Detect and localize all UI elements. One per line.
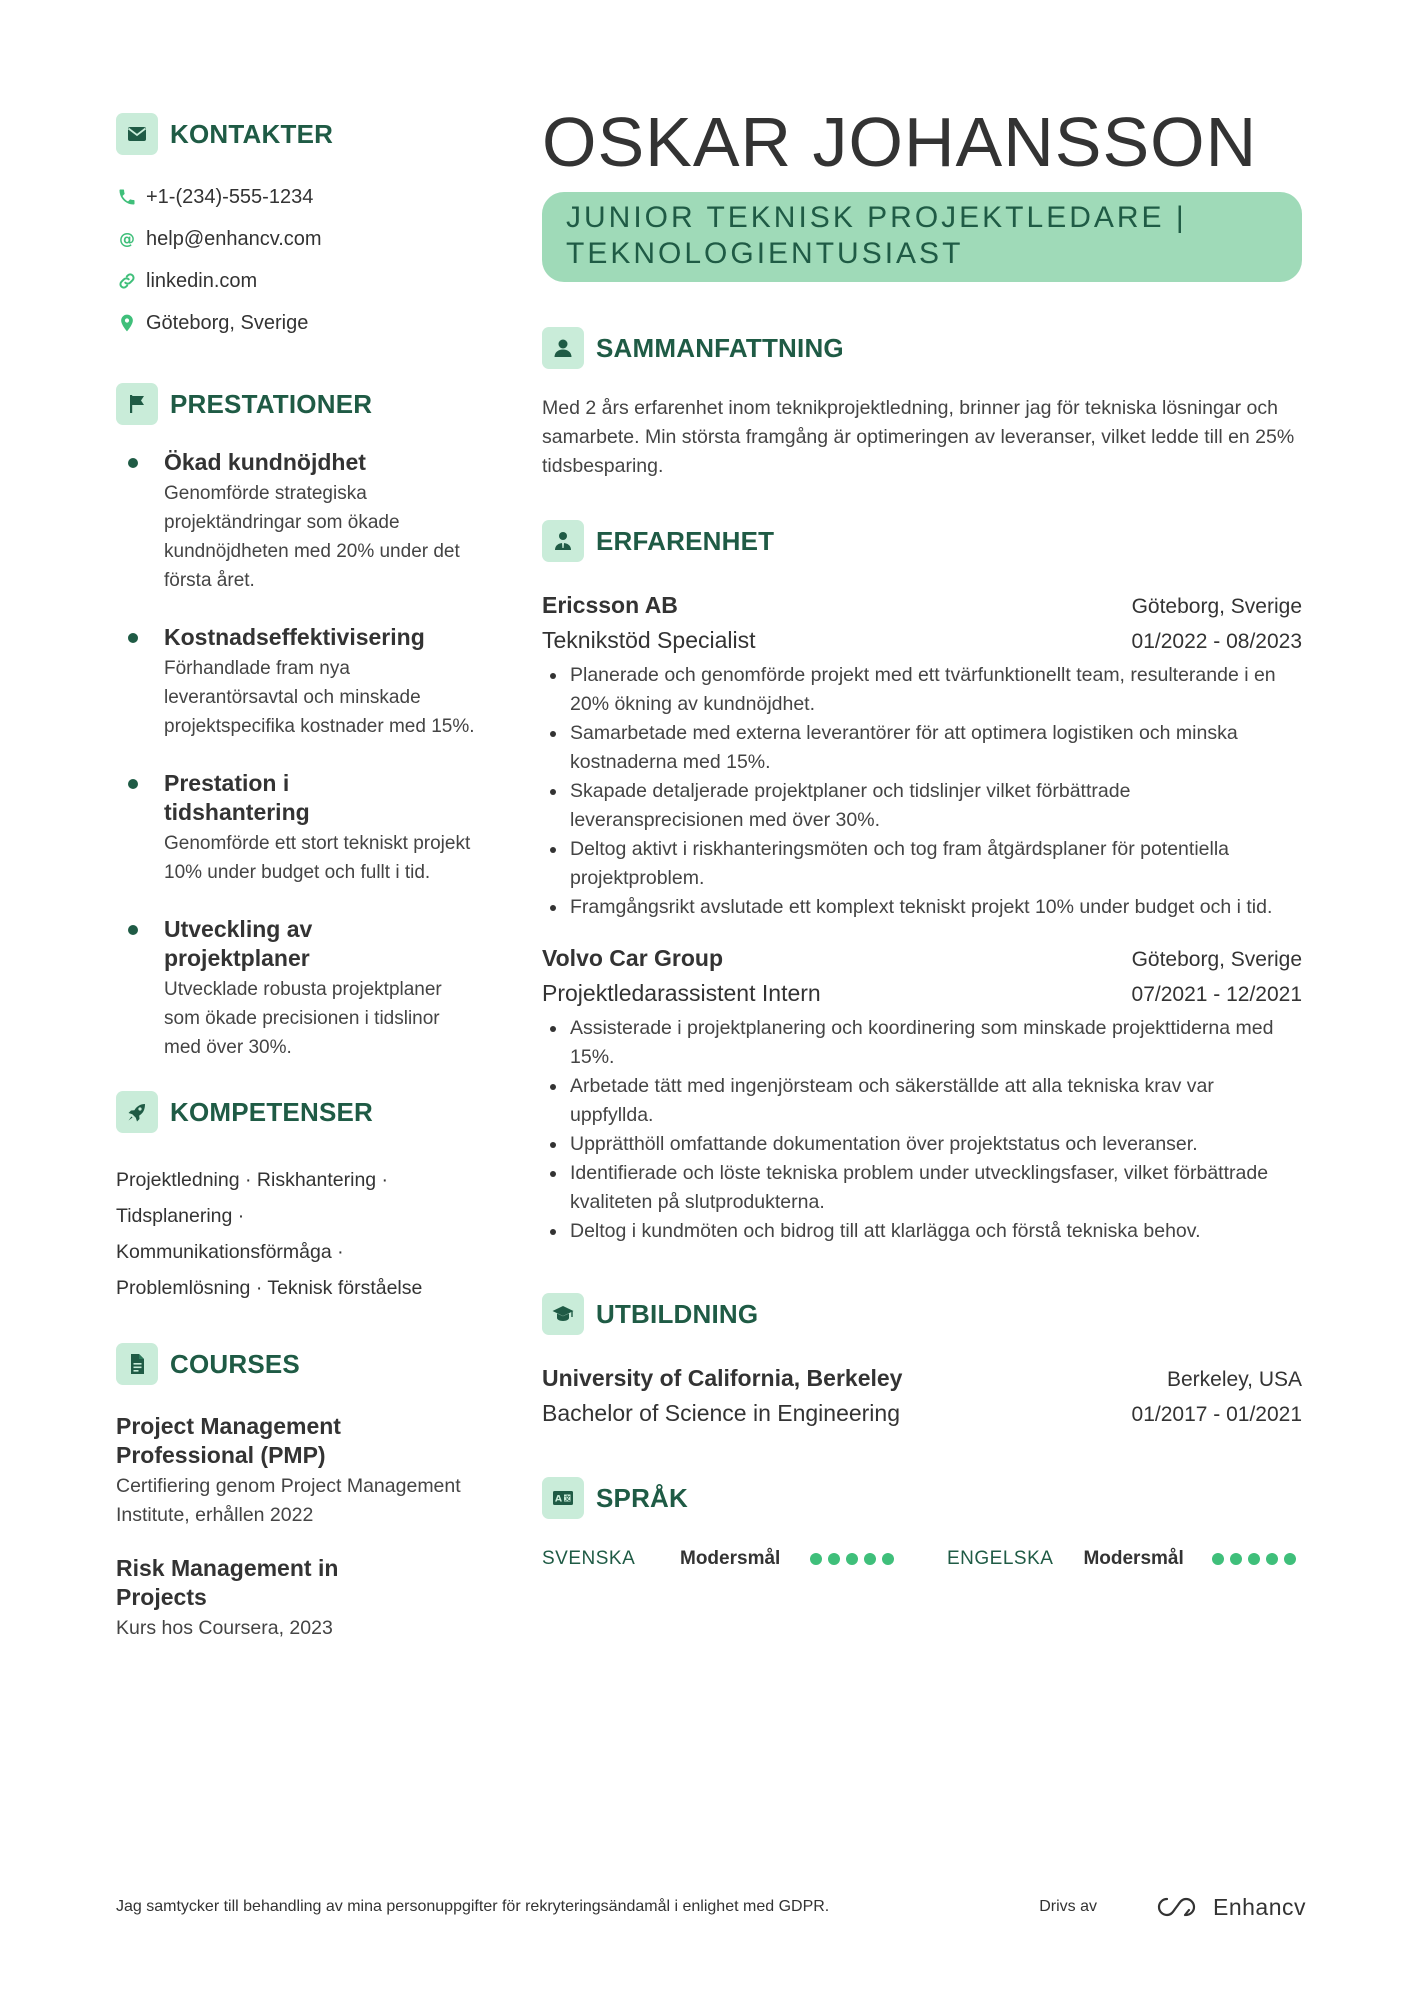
at-icon [116, 228, 138, 250]
languages-header [542, 1476, 1302, 1520]
footer [116, 1892, 1306, 1922]
courses-title: COURSES [170, 1348, 300, 1379]
job-bullet: Skapade detaljerade projektplaner och tidslinjer vilket förbättrade leveransprecisionen med över 30%. [542, 777, 1302, 835]
experience-section [542, 519, 1302, 1246]
job-bullet: Deltog i kundmöten och bidrog till att klarlägga och förstå tekniska behov. [542, 1217, 1302, 1246]
languages-section [542, 1476, 1302, 1570]
job-bullet: Deltog aktivt i riskhanteringsmöten och tog fram åtgärdsplaner för potentiella projektproblem. [542, 835, 1302, 893]
job-bullet: Planerade och genomförde projekt med ett tvärfunktionellt team, resulterande i en 20% ökning av kundnöjdhet. [542, 661, 1302, 719]
rating-dot [1266, 1553, 1278, 1565]
rating-dot [882, 1553, 894, 1565]
edu-location: Berkeley, USA [1167, 1368, 1302, 1391]
job-company: Volvo Car Group [542, 945, 724, 971]
svg-text:文: 文 [564, 1495, 571, 1503]
skills-list: Projektledning · Riskhantering · Tidsplanering · Kommunikationsförmåga · Problemlösning · Teknisk förståelse [116, 1169, 423, 1299]
language-name: ENGELSKA [947, 1548, 1054, 1569]
course-desc: Certifiering genom Project Management Institute, erhållen 2022 [116, 1475, 461, 1526]
education-title: UTBILDNING [596, 1298, 759, 1329]
job-bullet: Framgångsrikt avslutade ett komplext tekniskt projekt 10% under budget och i tid. [542, 893, 1302, 922]
skills-header [116, 1090, 476, 1134]
job-entry [542, 589, 1302, 922]
achievement-title: Kostnadseffektivisering [164, 624, 425, 650]
achievement-desc: Utvecklade robusta projektplaner som ökade precisionen i tidslinor med över 30%. [164, 979, 442, 1058]
contact-location [116, 302, 476, 344]
language-rating [810, 1553, 900, 1565]
enhancv-logo[interactable] [1155, 1894, 1306, 1921]
achievement-item [116, 769, 476, 887]
achievements-header [116, 382, 476, 426]
job-entry [542, 942, 1302, 1246]
rating-dot [1284, 1553, 1296, 1565]
job-bullet: Arbetade tätt med ingenjörsteam och säkerställde att alla tekniska krav var uppfyllda. [542, 1072, 1302, 1130]
job-dates: 01/2022 - 08/2023 [1131, 630, 1302, 653]
summary-title: SAMMANFATTNING [596, 332, 844, 363]
flag-icon [116, 383, 158, 425]
courses-section [116, 1342, 476, 1643]
job-role: Projektledarassistent Intern [542, 980, 821, 1006]
svg-text:@: @ [119, 229, 135, 248]
job-bullet: Identifierade och löste tekniska problem under utvecklingsfaser, vilket förbättrade kvaliteten på slutprodukterna. [542, 1159, 1302, 1217]
job-dates: 07/2021 - 12/2021 [1131, 983, 1302, 1006]
phone-text: +1-(234)-555-1234 [146, 185, 314, 208]
courses-header [116, 1342, 476, 1386]
achievement-item [116, 915, 476, 1062]
translate-icon [542, 1477, 584, 1519]
email-text: help@enhancv.com [146, 227, 322, 250]
achievement-title: Prestation i tidshantering [164, 770, 310, 825]
headline: JUNIOR TEKNISK PROJEKTLEDARE | TEKNOLOGIENTUSIAST [542, 192, 1302, 282]
education-entry [542, 1362, 1302, 1432]
bullet-dot [128, 779, 138, 789]
contacts-title: KONTAKTER [170, 118, 334, 149]
language-name: SVENSKA [542, 1548, 636, 1569]
envelope-icon [116, 113, 158, 155]
achievement-desc: Genomförde strategiska projektändringar som ökade kundnöjdheten med 20% under det första året. [164, 483, 460, 591]
language-item [542, 1548, 947, 1570]
skills-section [116, 1090, 476, 1306]
linkedin-text: linkedin.com [146, 269, 258, 292]
phone-icon [116, 186, 138, 208]
achievement-title: Ökad kundnöjdhet [164, 449, 366, 475]
course-title: Project Management Professional (PMP) [116, 1413, 341, 1468]
job-company: Ericsson AB [542, 592, 678, 618]
location-text: Göteborg, Sverige [146, 311, 309, 334]
language-level: Modersmål [1083, 1548, 1184, 1569]
rating-dot [1212, 1553, 1224, 1565]
rating-dot [1230, 1553, 1242, 1565]
contacts-header [116, 112, 476, 156]
course-item [116, 1412, 476, 1530]
rating-dot [864, 1553, 876, 1565]
experience-header [542, 519, 1302, 563]
summary-text: Med 2 års erfarenhet inom teknikprojektledning, brinner jag för tekniska lösningar och samarbete. Min största framgång är optimeringen av leveranser, vilket ledde till en 25% tidsbesparing. [542, 397, 1295, 477]
achievement-item [116, 623, 476, 741]
edu-degree: Bachelor of Science in Engineering [542, 1400, 901, 1426]
briefcase-user-icon [542, 520, 584, 562]
achievements-title: PRESTATIONER [170, 388, 373, 419]
svg-text:A: A [555, 1494, 562, 1505]
bullet-dot [128, 458, 138, 468]
languages-title: SPRÅK [596, 1482, 689, 1513]
powered-by: Drivs av [1039, 1898, 1097, 1915]
link-icon [116, 270, 138, 292]
experience-title: ERFARENHET [596, 525, 775, 556]
job-location: Göteborg, Sverige [1131, 595, 1302, 618]
language-rating [1212, 1553, 1302, 1565]
education-section [542, 1292, 1302, 1432]
achievement-desc: Förhandlade fram nya leverantörsavtal och minskade projektspecifika kostnader med 15%. [164, 658, 475, 737]
course-item [116, 1554, 476, 1643]
edu-school: University of California, Berkeley [542, 1365, 903, 1391]
edu-dates: 01/2017 - 01/2021 [1131, 1403, 1302, 1426]
language-level: Modersmål [680, 1548, 781, 1569]
contact-email[interactable] [116, 218, 476, 260]
contact-linkedin[interactable] [116, 260, 476, 302]
job-bullet: Samarbetade med externa leverantörer för att optimera logistiken och minska kostnaderna med 15%. [542, 719, 1302, 777]
summary-header [542, 326, 1302, 370]
language-item [947, 1548, 1302, 1570]
gdpr-consent: Jag samtycker till behandling av mina personuppgifter för rekryteringsändamål i enlighet med GDPR. [116, 1898, 830, 1915]
achievement-title: Utveckling av projektplaner [164, 916, 313, 971]
right-column [542, 104, 1302, 1570]
course-title: Risk Management in Projects [116, 1555, 339, 1610]
map-pin-icon [116, 312, 138, 334]
rating-dot [828, 1553, 840, 1565]
rating-dot [846, 1553, 858, 1565]
candidate-name: OSKAR JOHANSSON [542, 103, 1258, 181]
contacts-section [116, 112, 476, 344]
education-header [542, 1292, 1302, 1336]
bullet-dot [128, 633, 138, 643]
achievement-item [116, 448, 476, 595]
graduation-cap-icon [542, 1293, 584, 1335]
job-role: Teknikstöd Specialist [542, 627, 756, 653]
bullet-dot [128, 925, 138, 935]
summary-section [542, 326, 1302, 481]
skills-title: KOMPETENSER [170, 1096, 374, 1127]
rocket-icon [116, 1091, 158, 1133]
contact-phone[interactable] [116, 176, 476, 218]
job-location: Göteborg, Sverige [1131, 948, 1302, 971]
job-bullet: Upprätthöll omfattande dokumentation över projektstatus och leveranser. [542, 1130, 1302, 1159]
rating-dot [1248, 1553, 1260, 1565]
left-column [116, 112, 476, 1667]
course-desc: Kurs hos Coursera, 2023 [116, 1617, 333, 1639]
job-bullet: Assisterade i projektplanering och koordinering som minskade projekttiderna med 15%. [542, 1014, 1302, 1072]
achievement-desc: Genomförde ett stort tekniskt projekt 10% under budget och fullt i tid. [164, 833, 471, 883]
achievements-section [116, 382, 476, 1062]
user-icon [542, 327, 584, 369]
rating-dot [810, 1553, 822, 1565]
enhancv-brand: Enhancv [1212, 1893, 1306, 1920]
document-icon [116, 1343, 158, 1385]
enhancv-logo-icon [1155, 1895, 1201, 1919]
